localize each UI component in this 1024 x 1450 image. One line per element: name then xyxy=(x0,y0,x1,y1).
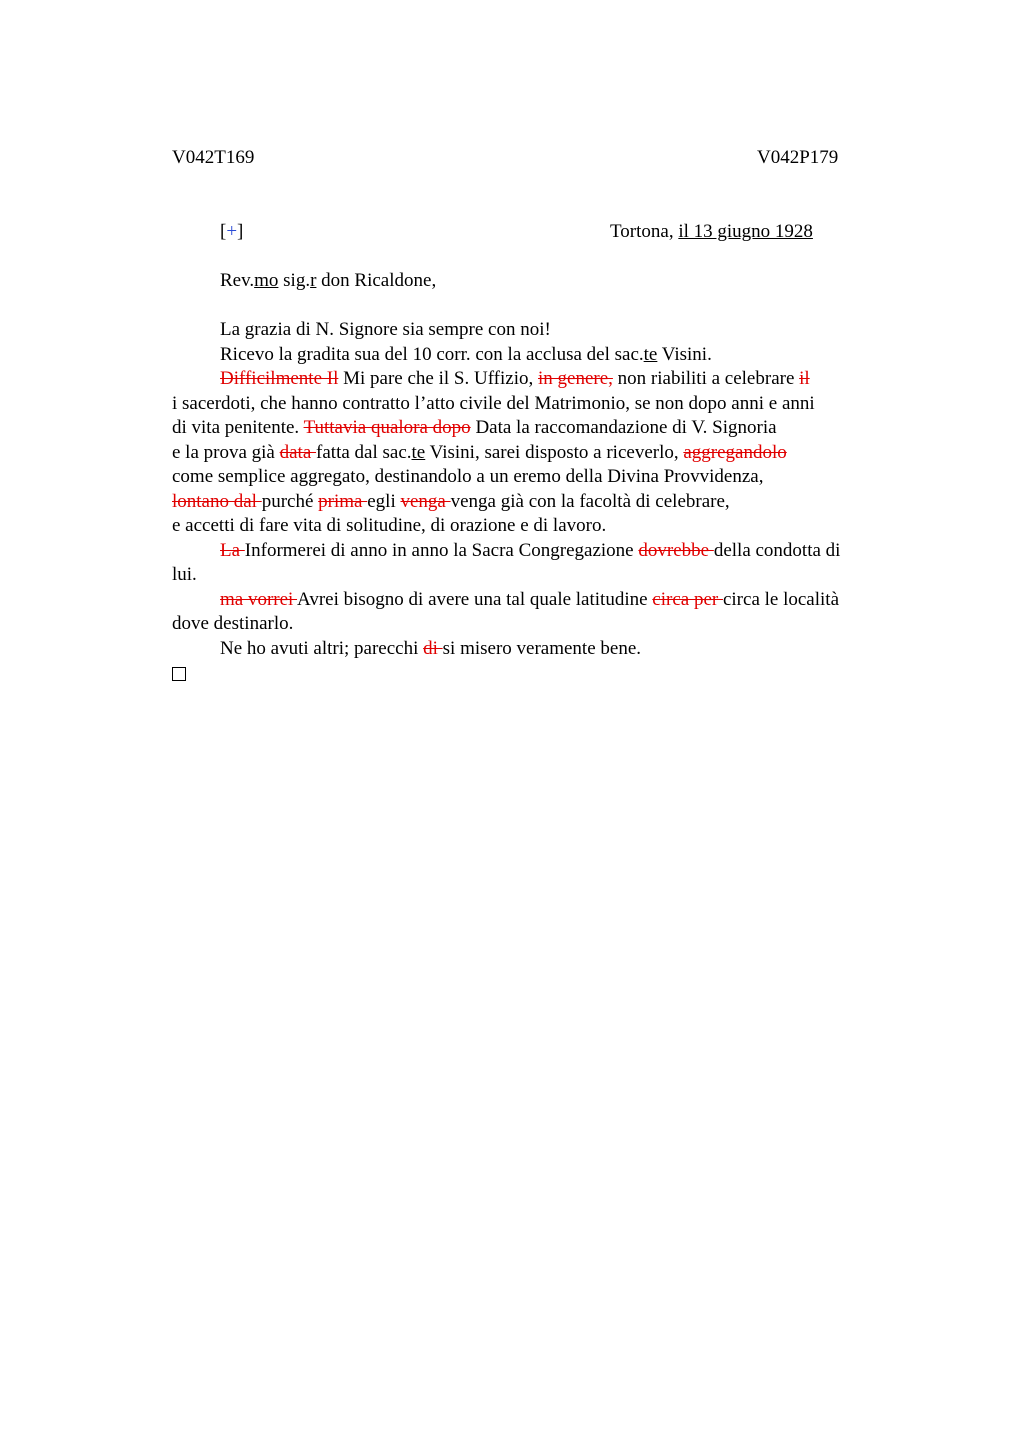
document-code-right: V042P179 xyxy=(757,147,839,168)
text-line: e la prova già data fatta dal sac.te Visini, sarei disposto a riceverlo, aggregandolo xyxy=(172,441,787,463)
letter-body xyxy=(172,220,902,686)
deleted-text: ma vorrei xyxy=(220,588,298,610)
document-code-left: V042T169 xyxy=(172,147,255,168)
text-line: i sacerdoti, che hanno contratto l’atto civile del Matrimonio, se non dopo anni e anni xyxy=(172,392,815,414)
deleted-text: Tuttavia qualora dopo xyxy=(303,417,471,438)
letter-heading-line xyxy=(172,220,902,245)
text-line: Ne ho avuti altri; parecchi di si misero veramente bene. xyxy=(220,637,642,659)
text-line: La grazia di N. Signore sia sempre con noi! xyxy=(220,319,551,340)
place-date xyxy=(610,220,813,245)
text-line: di vita penitente. Tuttavia qualora dopo Data la raccomandazione di V. Signoria xyxy=(172,417,777,438)
deleted-text: Difficilmente Il xyxy=(220,368,339,389)
deleted-text: La xyxy=(220,539,245,561)
bracket-open: [ xyxy=(220,221,227,242)
text-line: La Informerei di anno in anno la Sacra Congregazione dovrebbe della condotta di xyxy=(220,539,841,561)
text-line: dove destinarlo. xyxy=(172,613,294,634)
end-marker xyxy=(172,661,902,686)
text-line: Difficilmente Il Mi pare che il S. Uffizio, in genere, non riabiliti a celebrare il xyxy=(220,368,810,389)
deleted-text: prima xyxy=(318,490,368,512)
plus-mark: + xyxy=(226,221,238,242)
text-line: come semplice aggregato, destinandolo a un eremo della Divina Provvidenza, xyxy=(172,466,764,487)
text-line: Ricevo la gradita sua del 10 corr. con la acclusa del sac.te Visini. xyxy=(220,343,712,365)
deleted-text: dovrebbe xyxy=(638,539,714,561)
text-line: lontano dal purché prima egli venga venga già con la facoltà di celebrare, xyxy=(172,490,730,512)
deleted-text: il xyxy=(799,368,810,389)
text-line: e accetti di fare vita di solitudine, di orazione e di lavoro. xyxy=(172,515,607,536)
deleted-text: lontano dal xyxy=(172,490,262,512)
deleted-text: in genere, xyxy=(538,368,613,389)
end-box-icon xyxy=(172,667,186,681)
salutation: Rev.mo sig.r don Ricaldone, xyxy=(220,270,437,291)
deleted-text: aggregandolo xyxy=(683,441,787,463)
text-line: ma vorrei Avrei bisogno di avere una tal quale latitudine circa per circa le località xyxy=(220,588,840,610)
place: Tortona, xyxy=(610,221,679,242)
bracket-close: ] xyxy=(237,221,244,242)
deleted-text: circa per xyxy=(652,588,723,610)
text-line: lui. xyxy=(172,564,197,585)
deleted-text: data xyxy=(279,441,317,463)
deleted-text: di xyxy=(423,637,443,659)
date: il 13 giugno 1928 xyxy=(678,221,813,242)
deleted-text: venga xyxy=(400,490,451,512)
